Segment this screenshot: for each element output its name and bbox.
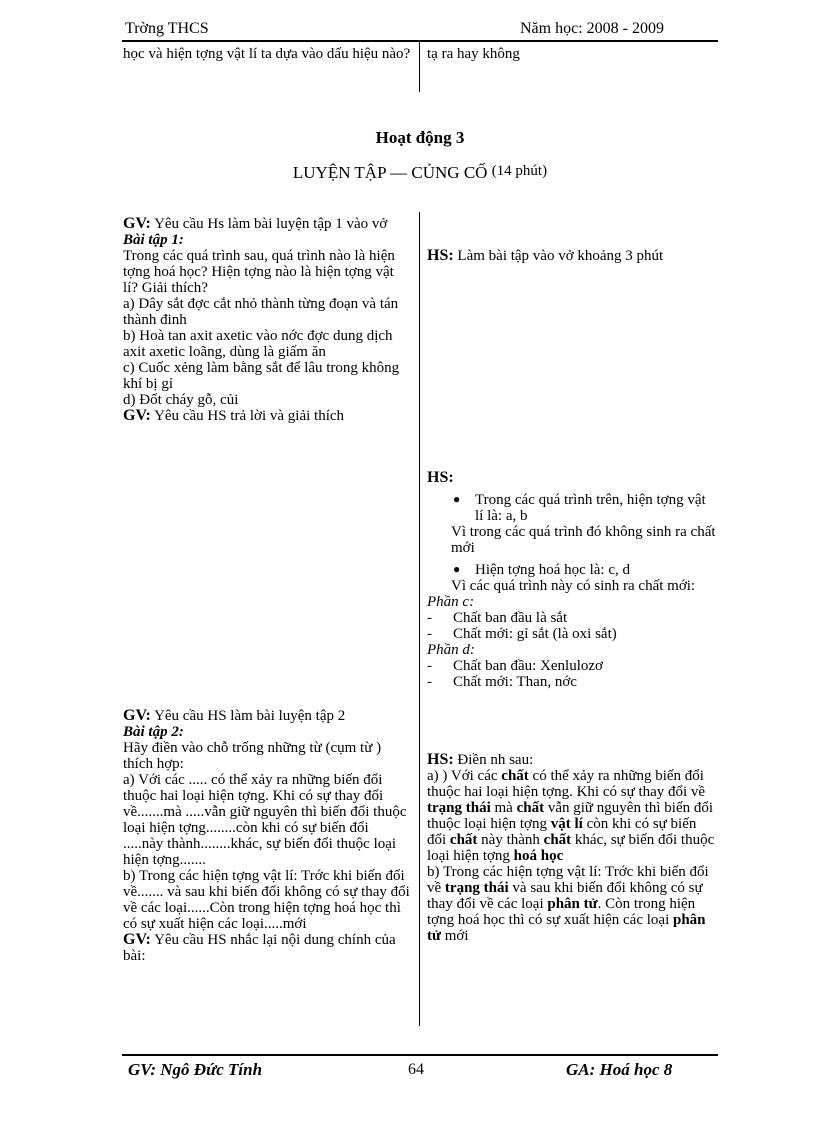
bullet-reason-physical: Vì trong các quá trình đó không sinh ra chất mới xyxy=(451,524,716,556)
exercise-2-b: b) Trong các hiện tợng vật lí: Trớc khi biến đổi về....... và sau khi biến đổi không có sự thay đổi về các loại......Còn trong hiện tợng hoá học thì có sự xuất hiện các loại.....mới xyxy=(123,868,410,932)
header-school: Trờng THCS xyxy=(125,20,209,37)
hs-answer-1 xyxy=(427,248,715,264)
hs-line xyxy=(427,248,715,264)
footer-page-number: 64 xyxy=(408,1061,424,1078)
answer-keyword: chất xyxy=(543,832,572,848)
bullet-group xyxy=(427,492,717,594)
gv-label: GV: xyxy=(123,407,151,424)
gv-text: Yêu cầu HS làm bài luyện tập 2 xyxy=(154,708,346,724)
hs-text: Làm bài tập vào vở khoảng 3 phút xyxy=(457,248,664,264)
hs-label-line xyxy=(427,470,717,486)
gv-label: GV: xyxy=(123,707,151,724)
exercise-2-title-text: Bài tập 2: xyxy=(123,724,184,740)
subtitle-text: LUYỆN TẬP — CỦNG CỐ xyxy=(292,163,488,182)
gv-instruction-2 xyxy=(123,408,410,424)
exercise-2-title xyxy=(123,724,410,740)
bullet-item-chemical: ● Hiện tợng hoá học là: c, d xyxy=(451,562,717,578)
left-block-exercise-2 xyxy=(123,708,410,964)
part-c-item-1: - Chất ban đầu là sắt xyxy=(427,610,717,626)
top-row-left: học và hiện tợng vật lí ta dựa vào dấu hiệu nào? xyxy=(123,46,411,62)
gv-instruction-3 xyxy=(123,708,410,724)
exercise-1-title xyxy=(123,232,410,248)
answer-keyword: chất xyxy=(501,768,529,784)
gv-text: Yêu cầu Hs làm bài luyện tập 1 vào vở xyxy=(154,216,388,232)
exercise-2-a: a) Với các ..... có thể xảy ra những biến đổi thuộc hai loại hiện tợng. Khi có sự thay đổi về.......mà .....vẫn giữ nguyên thì biến đổi thuộc loại hiện tợng........còn khi có sự biến đổi .....này thành........khác, sự biến đổi thuộc loại hiện tợng....... xyxy=(123,772,407,868)
part-c-label xyxy=(427,594,717,610)
gv-text: Yêu cầu HS nhắc lại nội dung chính của bài: xyxy=(123,932,396,964)
exercise-2-intro: Hãy điền vào chỗ trống những từ (cụm từ ) thích hợp: xyxy=(123,740,382,772)
hs-text: Điền nh sau: xyxy=(457,752,534,768)
answer-text: a) ) Với các xyxy=(427,768,502,784)
answer-text: khác, sự biến đổi thuộc loại hiện tợng xyxy=(427,832,715,864)
bullet-item-physical: ● Trong các quá trình trên, hiện tợng vật lí là: a, b xyxy=(451,492,717,524)
gv-label: GV: xyxy=(123,215,151,232)
exercise-1-d: d) Đốt cháy gỗ, củi xyxy=(123,392,239,408)
answer-keyword: hoá học xyxy=(513,848,564,864)
answer-text: mà xyxy=(490,800,517,816)
bullet-reason-chemical: Vì các quá trình này có sinh ra chất mới: xyxy=(451,578,696,594)
header-year: Năm học: 2008 - 2009 xyxy=(520,20,664,37)
top-column-divider xyxy=(419,42,420,92)
exercise-1-title-text: Bài tập 1: xyxy=(123,232,184,248)
answer-text: còn khi có sự biến đổi xyxy=(427,816,697,848)
gv-instruction-1 xyxy=(123,216,410,232)
answer-keyword: chất xyxy=(516,800,545,816)
part-c-text: Phần c: xyxy=(427,594,475,610)
left-block-exercise-1 xyxy=(123,216,410,424)
answer-keyword: phân tử xyxy=(547,896,598,912)
part-d-label xyxy=(427,642,717,658)
gv-label: GV: xyxy=(123,931,151,948)
footer-teacher: GV: Ngô Đức Tính xyxy=(128,1060,263,1079)
hs-answer-3 xyxy=(427,752,717,944)
header-rule xyxy=(122,40,718,42)
answer-text: vẫn giữ nguyên thì biến đổi thuộc loại hiện tợng xyxy=(427,800,714,832)
answer-text: này thành xyxy=(477,832,544,848)
answer-keyword: vật lí xyxy=(550,816,583,832)
answer-a xyxy=(427,768,717,864)
answer-text: và sau khi biến đổi không có sự thay đổi về các loại xyxy=(427,880,703,912)
answer-b xyxy=(427,864,717,944)
exercise-1-a: a) Dây sắt đợc cắt nhỏ thành từng đoạn và tán thành đinh xyxy=(123,296,399,328)
footer-subject: GA: Hoá học 8 xyxy=(566,1060,673,1079)
subtitle-time: (14 phút) xyxy=(491,163,548,179)
hs-label: HS: xyxy=(427,469,454,486)
answer-keyword: chất xyxy=(449,832,478,848)
hs-line xyxy=(427,752,717,768)
answer-keyword: trạng thái xyxy=(444,880,509,896)
answer-text: . Còn trong hiện tợng hoá học thì có sự xuất hiện các loại xyxy=(427,896,696,928)
answer-keyword: phân tử xyxy=(427,912,706,944)
exercise-1-b: b) Hoà tan axit axetic vào nớc đợc dung dịch axit axetic loãng, dùng là giấm ăn xyxy=(123,328,393,360)
exercise-1-c: c) Cuốc xẻng làm bằng sắt để lâu trong không khí bị gỉ xyxy=(123,360,400,392)
top-row-right: tạ ra hay không xyxy=(427,46,520,62)
hs-label: HS: xyxy=(427,247,454,264)
main-column-divider xyxy=(419,212,420,1026)
part-c-item-2: - Chất mới: gỉ sắt (là oxi sắt) xyxy=(427,626,717,642)
answer-text: b) Trong các hiện tợng vật lí: Trớc khi biến đổi về xyxy=(427,864,709,896)
answer-text: có thể xảy ra những biến đổi thuộc hai loại hiện tợng. Khi có sự thay đổi về xyxy=(427,768,706,800)
answer-keyword: trạng thái xyxy=(427,800,491,816)
gv-instruction-4 xyxy=(123,932,410,964)
part-d-text: Phần d: xyxy=(427,642,475,658)
answer-text: mới xyxy=(441,928,469,944)
exercise-1-question: Trong các quá trình sau, quá trình nào là hiện tợng hoá học? Hiện tợng nào là hiện tợng vật lí? Giải thích? xyxy=(123,248,395,296)
part-d-item-2: - Chất mới: Than, nớc xyxy=(427,674,717,690)
part-d-item-1: - Chất ban đầu: Xenlulozơ xyxy=(427,658,717,674)
hs-answer-2 xyxy=(427,470,717,690)
gv-text: Yêu cầu HS trả lời và giải thích xyxy=(154,408,345,424)
section-title: Hoạt động 3 xyxy=(375,128,465,147)
section-subtitle xyxy=(0,163,816,183)
hs-label: HS: xyxy=(427,751,454,768)
footer-rule xyxy=(122,1054,718,1056)
